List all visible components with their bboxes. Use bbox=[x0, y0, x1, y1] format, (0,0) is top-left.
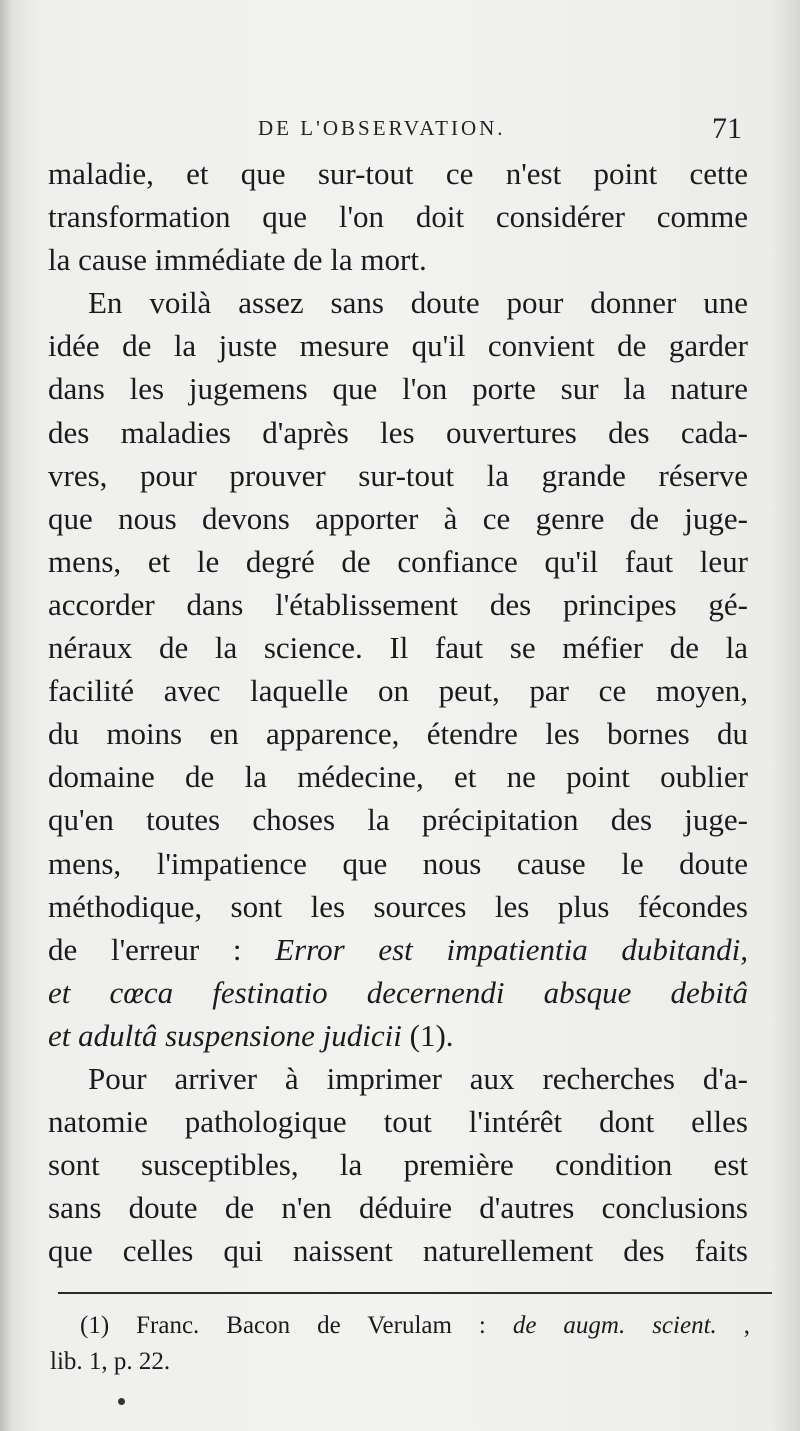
text-line: qu'en toutes choses la précipitation des juge- bbox=[48, 802, 748, 838]
text-line: que nous devons apporter à ce genre de juge- bbox=[48, 500, 748, 536]
footnote bbox=[50, 1308, 750, 1380]
text-line: vres, pour prouver sur-tout la grande réserve bbox=[48, 457, 748, 493]
page-header bbox=[0, 112, 800, 152]
paragraph-start-line: En voilà assez sans doute pour donner une bbox=[88, 285, 748, 321]
footnote-line: lib. 1, p. 22. bbox=[50, 1348, 171, 1375]
text-line: facilité avec laquelle on peut, par ce moyen, bbox=[48, 673, 748, 709]
footnote-line bbox=[50, 1308, 750, 1344]
text-line: des maladies d'après les ouvertures des cada- bbox=[48, 414, 748, 450]
paragraph-start-line: Pour arriver à imprimer aux recherches d'a- bbox=[88, 1060, 748, 1096]
text-line: maladie, et que sur-tout ce n'est point cette bbox=[48, 156, 748, 191]
text-line: mens, et le degré de confiance qu'il faut leur bbox=[48, 543, 748, 579]
text-line: que celles qui naissent naturellement des faits bbox=[48, 1233, 748, 1269]
text-line: du moins en apparence, étendre les bornes du bbox=[48, 716, 748, 752]
text-line: transformation que l'on doit considérer comme bbox=[48, 199, 748, 235]
text-line: la cause immédiate de la mort. bbox=[48, 242, 427, 278]
line-roman-part: de l'erreur : bbox=[48, 931, 276, 967]
footnote-title: de augm. scient. bbox=[512, 1312, 717, 1339]
text-line: natomie pathologique tout l'intérêt dont elles bbox=[48, 1104, 748, 1140]
text-line: mens, l'impatience que nous cause le doute bbox=[48, 845, 748, 881]
footnote-rule bbox=[58, 1292, 772, 1294]
text-line: néraux de la science. Il faut se méfier de la bbox=[48, 630, 748, 666]
text-line: sont susceptibles, la première condition est bbox=[48, 1147, 748, 1183]
footnote-text: (1) Franc. Bacon de Verulam : bbox=[80, 1312, 513, 1339]
running-head: DE L'OBSERVATION. bbox=[258, 116, 506, 140]
text-line: dans les jugemens que l'on porte sur la nature bbox=[48, 371, 748, 407]
text-line: méthodique, sont les sources les plus fécondes bbox=[48, 888, 748, 924]
page-gutter bbox=[0, 0, 14, 1431]
page-number: 71 bbox=[712, 112, 742, 145]
ink-spot bbox=[118, 1398, 125, 1405]
footnote-punct: , bbox=[716, 1312, 750, 1339]
text-line-with-quote bbox=[48, 928, 748, 971]
footnote-reference: (1). bbox=[401, 1017, 454, 1053]
text-line: domaine de la médecine, et ne point oublier bbox=[48, 759, 748, 795]
text-line: accorder dans l'établissement des principes gé- bbox=[48, 586, 748, 622]
latin-quote: Error est impatientia dubitandi, bbox=[275, 931, 748, 967]
text-line-with-quote bbox=[48, 1014, 748, 1057]
latin-quote-line: et cœca festinatio decernendi absque debitâ bbox=[48, 974, 748, 1010]
latin-quote: et adultâ suspensione judicii bbox=[48, 1017, 402, 1053]
text-line: idée de la juste mesure qu'il convient de garder bbox=[48, 328, 748, 364]
body-text bbox=[48, 152, 748, 1272]
text-line: sans doute de n'en déduire d'autres conclusions bbox=[48, 1190, 748, 1226]
